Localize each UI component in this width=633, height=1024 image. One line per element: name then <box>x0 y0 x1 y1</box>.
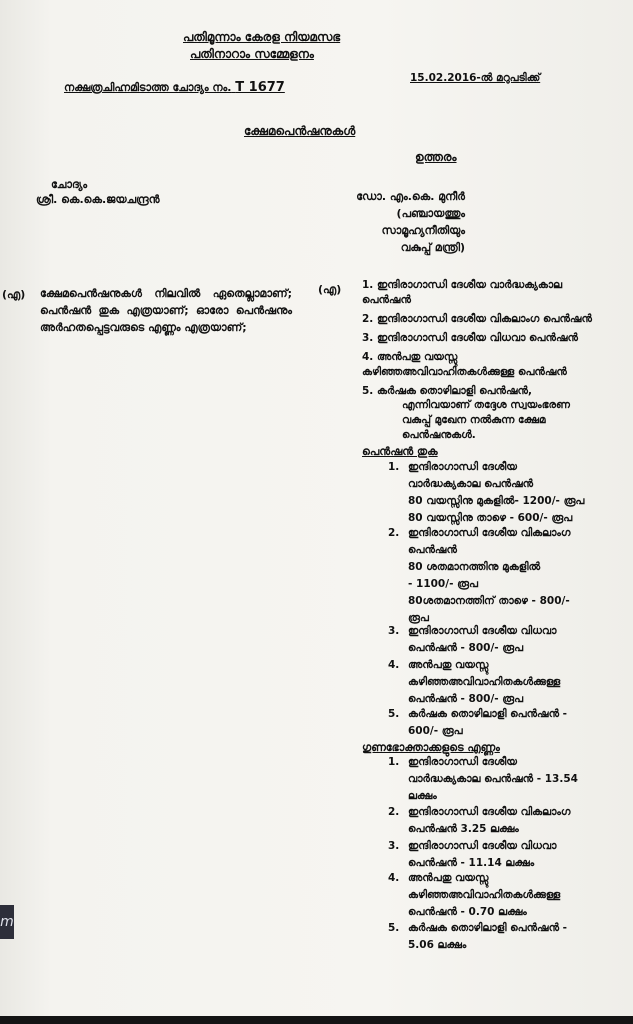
answer-item-marker: (എ) <box>318 283 342 296</box>
beneficiary-line: ഇന്ദിരാഗാന്ധി ദേശീയ വിധവാ <box>408 840 557 852</box>
list-number: 5. <box>388 922 400 934</box>
list-number: 1. <box>388 461 400 473</box>
questioner-name: ശ്രീ. കെ.കെ.ജയചന്ദ്രൻ <box>36 193 160 206</box>
list-number: 2. <box>388 806 400 818</box>
beneficiary-line: കഴിഞ്ഞഅവിവാഹിതകൾക്കുള്ള <box>408 889 561 901</box>
question-text: ക്ഷേമപെൻഷനുകൾ നിലവിൽ ഏതെല്ലാമാണ്; പെൻഷൻ തുക എത്രയാണ്; ഓരോ പെൻഷനും അർഹതപ്പെട്ടവരുടെ എണ്ണം എത്രയാണ്; <box>40 287 292 334</box>
amount-line: 80 ശതമാനത്തിനു മുകളിൽ <box>408 561 541 573</box>
minister-portfolio: (പഞ്ചായത്തും സാമൂഹ്യനീതിയും <box>381 207 465 237</box>
amount-line: പെൻഷൻ <box>408 544 457 556</box>
question-label: ചോദ്യം <box>51 178 88 191</box>
minister-name: ഡോ. എം.കെ. മുനീർ <box>356 190 465 203</box>
amount-item-1 <box>388 459 603 527</box>
beneficiary-line: പെൻഷൻ - 0.70 ലക്ഷം <box>408 906 527 918</box>
subject-title: ക്ഷേമപെൻഷനുകൾ <box>244 124 356 138</box>
beneficiary-line: കർഷക തൊഴിലാളി പെൻഷൻ - <box>408 922 568 934</box>
amount-line: പെൻഷൻ - 800/- രൂപ <box>408 642 524 654</box>
bottom-bar <box>0 1016 633 1024</box>
amount-line: കർഷക തൊഴിലാളി പെൻഷൻ - <box>408 708 568 720</box>
list-item: 1. ഇന്ദിരാഗാന്ധി ദേശീയ വാർദ്ധക്യകാല പെൻഷൻ <box>362 279 563 306</box>
list-item: 3. ഇന്ദിരാഗാന്ധി ദേശീയ വിധവാ പെൻഷൻ <box>362 332 578 344</box>
question-item-marker: (എ) <box>2 288 26 301</box>
beneficiary-line: പെൻഷൻ - 11.14 ലക്ഷം <box>408 857 535 869</box>
beneficiary-item-2 <box>388 804 603 838</box>
amount-line: കഴിഞ്ഞഅവിവാഹിതകൾക്കുള്ള <box>408 676 561 688</box>
list-number: 1. <box>388 756 400 768</box>
beneficiary-line: ഇന്ദിരാഗാന്ധി ദേശീയ വികലാംഗ <box>408 806 571 818</box>
list-number: 3. <box>388 625 400 637</box>
answer-summary-text: എന്നിവയാണ് തദ്ദേശ സ്വയംഭരണ വകുപ്പ് മുഖേന നൽകുന്ന ക്ഷേമ പെൻഷനുകൾ. <box>402 399 570 441</box>
amount-line: വാർദ്ധക്യകാല പെൻഷൻ <box>408 478 534 490</box>
beneficiary-heading-text: ഗുണഭോക്താക്കളുടെ എണ്ണം <box>362 741 500 754</box>
amount-item-4 <box>388 657 603 708</box>
pension-type-list <box>362 278 602 403</box>
amount-line: ഇന്ദിരാഗാന്ധി ദേശീയ വിധവാ <box>408 625 557 637</box>
beneficiary-line: അൻപതു വയസ്സു <box>408 872 489 884</box>
beneficiary-line: പെൻഷൻ 3.25 ലക്ഷം <box>408 823 519 835</box>
amount-line: 80 വയസ്സിനു മുകളിൽ- 1200/- രൂപ <box>408 495 585 507</box>
amount-line: - 1100/- രൂപ <box>408 578 478 590</box>
answer-date: 15.02.2016-ൽ മറുപടിക്ക് <box>410 72 541 84</box>
answer-summary <box>362 398 602 443</box>
amount-line: രൂപ <box>408 612 429 624</box>
beneficiary-item-4 <box>388 870 603 921</box>
beneficiary-item-5 <box>388 920 603 954</box>
amount-heading-text: പെൻഷൻ തുക <box>362 445 438 458</box>
question-reference <box>64 80 285 95</box>
list-number: 3. <box>388 840 400 852</box>
assembly-title: പതിമൂന്നാം കേരള നിയമസഭ <box>183 30 341 44</box>
amount-heading <box>362 444 602 460</box>
amount-line: 80 വയസ്സിനു താഴെ - 600/- രൂപ <box>408 512 573 524</box>
list-item: 4. അൻപതു വയസ്സു കഴിഞ്ഞഅവിവാഹിതകൾക്കുള്ള പെൻഷൻ <box>362 351 567 378</box>
amount-line: ഇന്ദിരാഗാന്ധി ദേശീയ <box>408 461 518 473</box>
question-number: T 1677 <box>235 80 285 95</box>
beneficiary-item-3 <box>388 838 603 872</box>
question-reference-label: നക്ഷത്രചിഹ്നമിടാത്ത ചോദ്യം നം. <box>64 81 232 94</box>
list-number: 4. <box>388 659 400 671</box>
amount-line: 80ശതമാനത്തിന് താഴെ - 800/- <box>408 595 570 607</box>
amount-item-2 <box>388 525 603 627</box>
session-title: പതിനാറാം സമ്മേളനം <box>190 47 314 61</box>
amount-line: അൻപതു വയസ്സു <box>408 659 489 671</box>
minister-block <box>343 188 465 256</box>
list-number: 5. <box>388 708 400 720</box>
list-item: 2. ഇന്ദിരാഗാന്ധി ദേശീയ വികലാംഗ പെൻഷൻ <box>362 313 592 325</box>
amount-line: ഇന്ദിരാഗാന്ധി ദേശീയ വികലാംഗ <box>408 527 571 539</box>
amount-line: പെൻഷൻ - 800/- രൂപ <box>408 693 524 705</box>
amount-item-5 <box>388 706 603 740</box>
answer-heading: ഉത്തരം <box>415 150 457 164</box>
list-number: 4. <box>388 872 400 884</box>
beneficiary-line: ഇന്ദിരാഗാന്ധി ദേശീയ <box>408 756 518 768</box>
list-number: 2. <box>388 527 400 539</box>
beneficiary-line: ലക്ഷം <box>408 790 437 802</box>
beneficiary-item-1 <box>388 754 603 805</box>
beneficiary-line: 5.06 ലക്ഷം <box>408 939 467 951</box>
app-watermark-icon: m <box>0 905 14 939</box>
amount-item-3 <box>388 623 603 657</box>
list-item: 5. കർഷക തൊഴിലാളി പെൻഷൻ, <box>362 385 532 397</box>
minister-title: വകുപ്പ് മന്ത്രി) <box>400 241 465 254</box>
beneficiary-line: വാർദ്ധക്യകാല പെൻഷൻ - 13.54 <box>408 773 578 785</box>
amount-line: 600/- രൂപ <box>408 725 463 737</box>
